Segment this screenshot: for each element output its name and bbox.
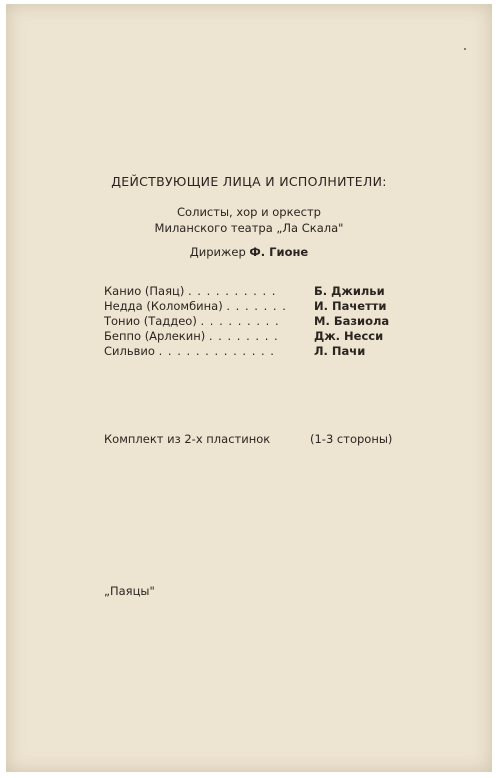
cast-row	[104, 284, 385, 299]
cast-role: Сильвио	[104, 344, 155, 358]
leader-dots: . . . . . . . . . .	[187, 284, 277, 298]
cast-row	[104, 299, 387, 314]
cast-role: Канио (Паяц)	[104, 284, 185, 298]
opera-title: „Паяцы"	[104, 584, 155, 598]
cast-singer: М. Базиола	[314, 314, 390, 328]
leader-dots: . . . . . . . . .	[200, 314, 280, 328]
cast-row	[104, 314, 390, 329]
document-page	[6, 4, 492, 772]
cast-singer: И. Пачетти	[314, 299, 387, 313]
record-sides: (1-3 стороны)	[310, 432, 393, 446]
cast-list	[104, 284, 390, 359]
cast-singer: Дж. Несси	[314, 329, 384, 343]
conductor-line	[6, 245, 492, 259]
cast-role: Беппо (Арлекин)	[104, 329, 206, 343]
paper-speck	[464, 48, 466, 50]
leader-dots: . . . . . . . . . . . . .	[158, 344, 275, 358]
leader-dots: . . . . . . . .	[208, 329, 279, 343]
cast-role: Недда (Коломбина)	[104, 299, 223, 313]
performers-line-2: Миланского театра „Ла Скала"	[154, 221, 344, 235]
cast-heading: ДЕЙСТВУЮЩИЕ ЛИЦА И ИСПОЛНИТЕЛИ:	[111, 174, 387, 189]
cast-singer: Б. Джильи	[314, 284, 385, 298]
cast-row	[104, 344, 366, 359]
record-set-line	[104, 432, 393, 446]
cast-role: Тонио (Таддео)	[104, 314, 197, 328]
cast-row	[104, 329, 384, 344]
cast-singer: Л. Пачи	[314, 344, 366, 358]
conductor-name: Ф. Гионе	[249, 245, 309, 259]
leader-dots: . . . . . . .	[226, 299, 287, 313]
performers-line-1: Солисты, хор и оркестр	[177, 205, 321, 219]
conductor-label: Дирижер	[189, 245, 246, 259]
record-set-info: Комплект из 2-х пластинок	[104, 432, 271, 446]
